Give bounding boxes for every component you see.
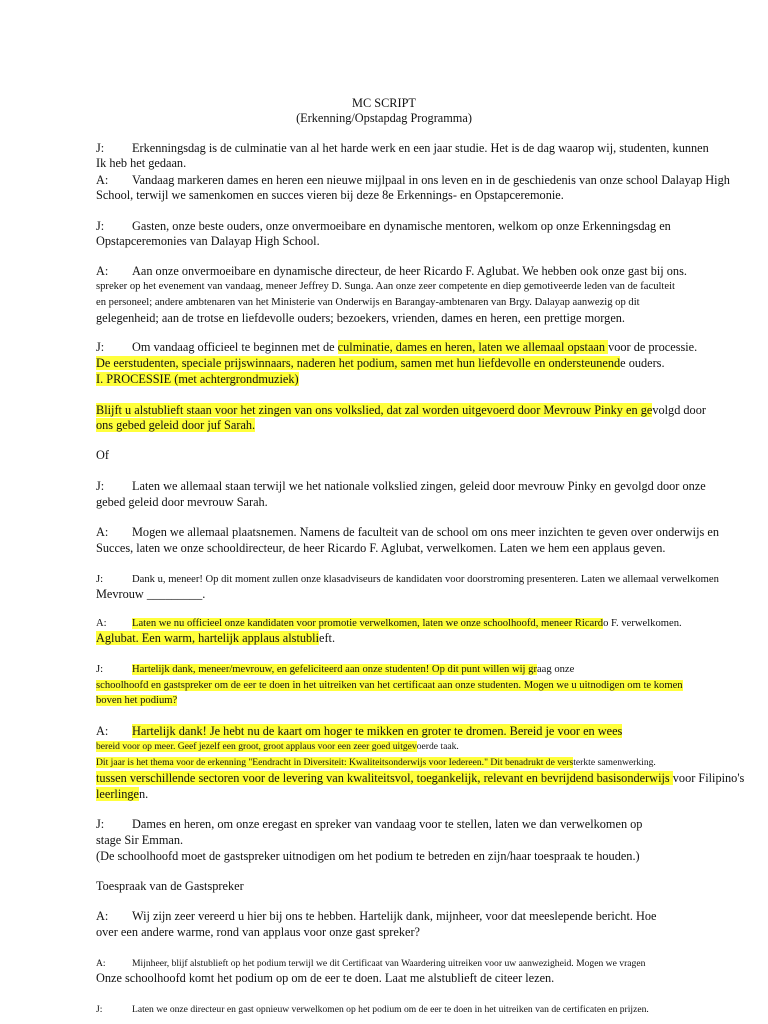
- script-line: [96, 739, 459, 754]
- line-text: Laten we allemaal staan terwijl we het nationale volkslied zingen, geleid door mevrouw Pinky en gevolgd door onze: [132, 479, 706, 493]
- script-line: [96, 1002, 649, 1017]
- line-text: en personeel; andere ambtenaren van het Ministerie van Onderwijs en Barangay-ambtenaren van Brgy. Dalayap aanwezig op dit: [96, 297, 640, 308]
- line-text: gebed geleid door mevrouw Sarah.: [96, 495, 268, 509]
- script-line: [96, 219, 671, 234]
- line-text: terkte samenwerking.: [573, 757, 656, 768]
- line-text: (De schoolhoofd moet de gastspreker uitnodigen om het podium te betreden en zijn/haar toespraak te houden.): [96, 849, 640, 863]
- speaker-label: A:: [96, 958, 106, 969]
- line-text: eft.: [319, 631, 336, 645]
- line-text: Toespraak van de Gastspreker: [96, 879, 244, 893]
- line-text: Succes, laten we onze schooldirecteur, de heer Ricardo F. Aglubat, verwelkomen. Laten we hem een applaus geven.: [96, 541, 666, 555]
- script-line: [96, 418, 255, 433]
- speaker-label: J:: [96, 1004, 103, 1015]
- line-text: Erkenningsdag is de culminatie van al het harde werk en een jaar studie. Het is de dag waarop wij, studenten, kunnen: [132, 141, 709, 155]
- script-line: [96, 141, 709, 156]
- speaker-label: A:: [96, 618, 107, 629]
- line-text: o F. verwelkomen.: [603, 618, 682, 629]
- speaker-label: J:: [96, 141, 105, 155]
- line-text: oerde taak.: [416, 741, 459, 752]
- line-text: Of: [96, 448, 109, 462]
- line-text: Mogen we allemaal plaatsnemen. Namens de faculteit van de school om ons meer inzichten te geven over onderwijs en: [132, 525, 719, 539]
- script-line: [96, 234, 320, 249]
- line-text: aag onze: [536, 664, 575, 675]
- script-line: [96, 817, 642, 832]
- script-line: [96, 662, 574, 677]
- highlighted-text: Blijft u alstublieft staan voor het zingen van ons volkslied, dat zal worden uitgevoerd door Mevrouw Pinky en ge: [96, 403, 653, 417]
- speaker-label: J:: [96, 574, 104, 585]
- speaker-label: J:: [96, 340, 105, 354]
- speaker-label: A:: [96, 264, 109, 278]
- script-line: [96, 879, 244, 894]
- line-text: Mijnheer, blijf alstublieft op het podium terwijl we dit Certificaat van Waardering uitreiken voor uw aanwezigheid. Mogen we vragen: [132, 958, 646, 969]
- script-line: [96, 279, 675, 294]
- script-line: [96, 340, 697, 355]
- script-line: [96, 572, 719, 587]
- script-line: [96, 616, 682, 631]
- script-line: [96, 372, 299, 387]
- script-line: [96, 495, 268, 510]
- line-text: Dames en heren, om onze eregast en spreker van vandaag voor te stellen, laten we dan verwelkomen op: [132, 817, 643, 831]
- script-line: [96, 264, 687, 279]
- speaker-label: A:: [96, 173, 109, 187]
- line-text: voor de processie.: [608, 340, 698, 354]
- line-text: Mevrouw _________.: [96, 587, 206, 601]
- line-text: School, terwijl we samenkomen en succes vieren bij deze 8e Erkennings- en Opstapceremonie.: [96, 188, 564, 202]
- speaker-label: J:: [96, 664, 104, 675]
- highlighted-text: ons gebed geleid door juf Sarah.: [96, 418, 256, 432]
- script-line: [96, 311, 625, 326]
- line-text: gelegenheid; aan de trotse en liefdevolle ouders; bezoekers, vrienden, dames en heren, een prettige morgen.: [96, 311, 626, 325]
- line-text: Om vandaag officieel te beginnen met de: [132, 340, 338, 354]
- highlighted-text: Dit jaar is het thema voor de erkenning "Eendracht in Diversiteit: Kwaliteitsonderwijs voor Iedereen." Dit benadrukt de vers: [96, 757, 574, 768]
- line-text: Dank u, meneer! Op dit moment zullen onze klasadviseurs de kandidaten voor doorstroming presenteren. Laten we allemaal verwelkomen: [132, 574, 719, 585]
- highlighted-text: tussen verschillende sectoren voor de levering van kwaliteitsvol, toegankelijk, relevant en bevrijdend basisonderwijs: [96, 771, 673, 785]
- script-line: [96, 156, 186, 171]
- line-text: Vandaag markeren dames en heren een nieuwe mijlpaal in ons leven en in de geschiedenis van onze school Dalayap High: [132, 173, 730, 187]
- line-text: Opstapceremonies van Dalayap High School.: [96, 234, 320, 248]
- document-subtitle: (Erkenning/Opstapdag Programma): [296, 111, 472, 125]
- script-line: [96, 693, 177, 708]
- script-line: [96, 448, 109, 463]
- highlighted-text: Hartelijk dank! Je hebt nu de kaart om hoger te mikken en groter te dromen. Bereid je voor en wees: [132, 724, 623, 738]
- highlighted-text: Hartelijk dank, meneer/mevrouw, en gefeliciteerd aan onze studenten! Op dit punt willen wij gr: [132, 664, 537, 675]
- script-line: [96, 909, 657, 924]
- highlighted-text: Aglubat. Een warm, hartelijk applaus alstubli: [96, 631, 319, 645]
- script-line: [96, 971, 554, 986]
- script-line: [96, 724, 622, 739]
- highlighted-text: culminatie, dames en heren, laten we allemaal opstaan: [337, 340, 609, 354]
- script-line: [96, 925, 420, 940]
- speaker-label: A:: [96, 525, 109, 539]
- script-line: [96, 525, 719, 540]
- line-text: n.: [139, 787, 149, 801]
- script-line: [96, 956, 645, 971]
- speaker-label: J:: [96, 479, 105, 493]
- script-line: [96, 295, 640, 310]
- highlighted-text: bereid voor op meer. Geef jezelf een groot, groot applaus voor een zeer goed uitgev: [96, 741, 417, 752]
- line-text: Onze schoolhoofd komt het podium op om de eer te doen. Laat me alstublieft de citeer lezen.: [96, 971, 555, 985]
- script-line: [96, 678, 683, 693]
- highlighted-text: De eerstudenten, speciale prijswinnaars, naderen het podium, samen met hun liefdevolle en ondersteunend: [96, 356, 621, 370]
- line-text: volgd door: [652, 403, 706, 417]
- script-line: [96, 631, 335, 646]
- script-line: [96, 787, 148, 802]
- line-text: over een andere warme, rond van applaus voor onze gast spreker?: [96, 925, 421, 939]
- script-line: [96, 833, 183, 848]
- script-line: [96, 849, 640, 864]
- highlighted-text: I. PROCESSIE (met achtergrondmuziek): [96, 372, 299, 386]
- speaker-label: A:: [96, 724, 109, 738]
- document-title: MC SCRIPT: [352, 96, 416, 110]
- speaker-label: J:: [96, 219, 105, 233]
- line-text: voor Filipino's: [672, 771, 745, 785]
- line-text: Gasten, onze beste ouders, onze onvermoeibare en dynamische mentoren, welkom op onze Erkenningsdag en: [132, 219, 671, 233]
- highlighted-text: schoolhoofd en gastspreker om de eer te doen in het uitreiken van het certificaat aan onze studenten. Mogen we u uitnodigen om te komen: [96, 680, 683, 691]
- script-line: [96, 541, 665, 556]
- script-line: [96, 771, 744, 786]
- speaker-label: A:: [96, 909, 109, 923]
- script-line: [96, 173, 730, 188]
- script-line: [96, 188, 564, 203]
- script-line: [96, 479, 706, 494]
- highlighted-text: leerlinge: [96, 787, 140, 801]
- script-line: [96, 403, 706, 418]
- script-line: [96, 356, 665, 371]
- line-text: e ouders.: [620, 356, 665, 370]
- line-text: Wij zijn zeer vereerd u hier bij ons te hebben. Hartelijk dank, mijnheer, voor dat meeslepende bericht. Hoe: [132, 909, 657, 923]
- line-text: Laten we onze directeur en gast opnieuw verwelkomen op het podium om de eer te doen in het uitreiken van de certificaten en prijzen.: [132, 1004, 649, 1015]
- line-text: Ik heb het gedaan.: [96, 156, 187, 170]
- highlighted-text: Laten we nu officieel onze kandidaten voor promotie verwelkomen, laten we onze schoolhoofd, meneer Ricard: [132, 618, 604, 629]
- speaker-label: J:: [96, 817, 105, 831]
- line-text: spreker op het evenement van vandaag, meneer Jeffrey D. Sunga. Aan onze zeer competente en diep gemotiveerde leden van de faculteit: [96, 281, 675, 292]
- script-line: [96, 755, 656, 770]
- highlighted-text: boven het podium?: [96, 695, 178, 706]
- line-text: Aan onze onvermoeibare en dynamische directeur, de heer Ricardo F. Aglubat. We hebben ook onze gast bij ons.: [132, 264, 687, 278]
- script-line: [96, 587, 205, 602]
- line-text: stage Sir Emman.: [96, 833, 184, 847]
